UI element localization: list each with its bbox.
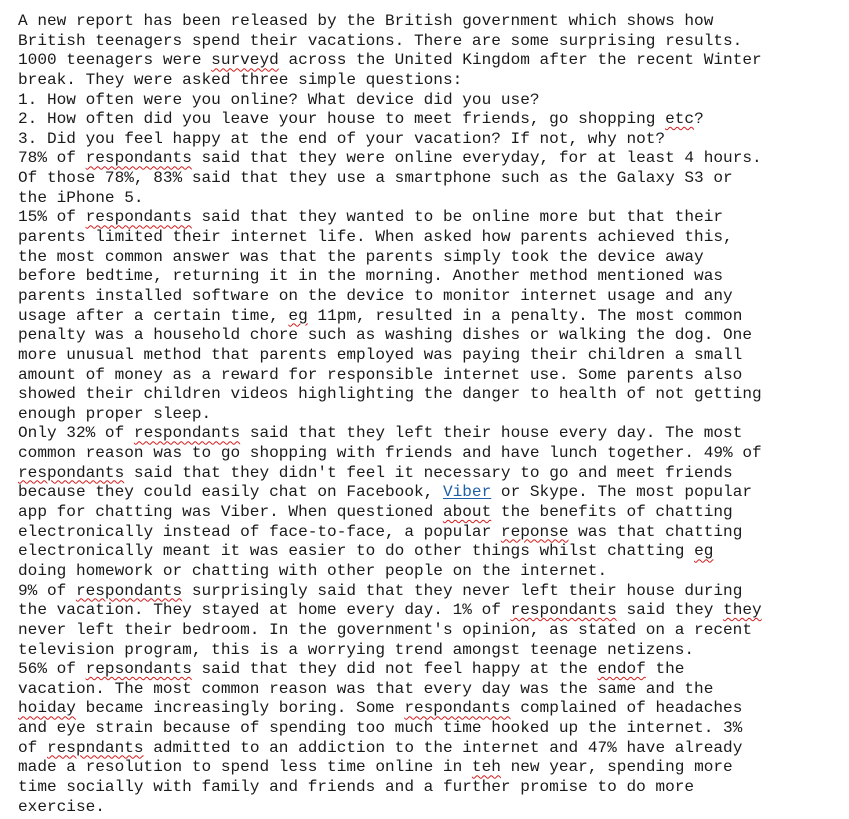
text-run: complained of headaches [510,699,743,718]
text-run: and eye strain because of spending too much time hooked up the internet. 3% [18,719,743,738]
text-line [18,424,849,444]
misspelled-word[interactable]: respondants [404,699,511,718]
text-run: said that they wanted to be online more but that their [191,208,724,227]
text-line [18,719,849,739]
text-line [18,346,849,366]
text-line [18,287,849,307]
text-run: British teenagers spend their vacations. There are some surprising results. [18,31,743,50]
misspelled-word[interactable]: respondants [133,424,241,443]
text-line [18,149,849,169]
text-run: the vacation. They stayed at home every day. 1% of [18,601,511,620]
misspelled-word[interactable]: respondants [18,463,125,482]
text-line [18,483,849,503]
text-line [18,562,849,582]
text-run: became increasingly boring. Some [75,699,405,718]
misspelled-word[interactable]: etc [665,110,695,129]
text-line [18,758,849,778]
misspelled-word[interactable]: respondants [85,208,192,227]
misspelled-word[interactable]: respondants [75,581,183,600]
text-run: before bedtime, returning it in the morning. Another method mentioned was [18,267,724,286]
text-run: said that they didn't feel it necessary to go and meet friends [124,463,733,482]
text-run: said they [616,601,724,620]
text-line [18,71,849,91]
text-line [18,778,849,798]
text-run: A new report has been released by the British government which shows how [18,12,714,30]
text-run: usage after a certain time, [18,306,289,325]
hyperlink[interactable]: Viber [442,483,492,502]
text-line [18,798,849,818]
text-run: penalty was a household chore such as washing dishes or walking the dog. One [18,326,752,345]
text-line [18,739,849,759]
misspelled-word[interactable]: they [723,601,762,620]
text-line [18,582,849,602]
text-line [18,110,849,130]
text-run: because they could easily chat on Facebook, [18,483,443,502]
text-run: of [18,738,47,757]
text-line [18,641,849,661]
misspelled-word[interactable]: about [442,503,492,522]
text-run: said that they left their house every day. The most [240,424,743,443]
text-run: exercise. [18,797,105,816]
text-line [18,385,849,405]
misspelled-word[interactable]: teh [471,758,501,777]
text-line [18,91,849,111]
misspelled-word[interactable]: respondants [510,601,617,620]
text-run: or Skype. The most popular [491,483,753,502]
text-run: new year, spending more [500,758,733,777]
text-run: 9% of [18,581,76,600]
misspelled-word[interactable]: surveyd [211,51,279,70]
text-line [18,542,849,562]
text-run: 1000 teenagers were [18,51,212,70]
text-line [18,523,849,543]
text-run: Of those 78%, 83% said that they use a smartphone such as the Galaxy S3 or [18,169,733,188]
misspelled-word[interactable]: eg [288,306,308,325]
text-run: across the United Kingdom after the recent Winter [278,51,762,70]
text-line [18,621,849,641]
misspelled-word[interactable]: endof [597,660,646,679]
misspelled-word[interactable]: reponse [500,522,569,541]
text-line [18,307,849,327]
text-line [18,405,849,425]
text-run: was that chatting [568,522,743,541]
text-line [18,503,849,523]
text-run: common reason was to go shopping with friends and have lunch together. 49% of [18,444,762,463]
text-line [18,248,849,268]
misspelled-word[interactable]: respondants [85,149,192,168]
text-run: the most common answer was that the parents simply took the device away [18,247,704,266]
text-run: more unusual method that parents employed was paying their children a small [18,345,743,364]
misspelled-word[interactable]: hoiday [18,699,76,718]
text-run: admitted to an addiction to the internet and 47% have already [143,738,743,757]
text-run: amount of money as a reward for responsible internet use. Some parents also [18,365,743,384]
text-line [18,12,849,32]
text-line [18,601,849,621]
text-run: 15% of [18,208,86,227]
text-run: app for chatting was Viber. When questioned [18,503,443,522]
text-line [18,189,849,209]
text-line [18,208,849,228]
text-run: time socially with family and friends and a further promise to do more [18,777,695,796]
text-run: television program, this is a worrying trend amongst teenage netizens. [18,640,695,659]
text-line [18,366,849,386]
text-run: 78% of [18,149,86,168]
text-run: ? [694,110,704,129]
text-run: said that they were online everyday, for at least 4 hours. [191,149,762,168]
text-run: 2. How often did you leave your house to meet friends, go shopping [18,110,666,129]
text-run: showed their children videos highlighting the danger to health of not getting [18,385,762,404]
text-run: parents installed software on the device to monitor internet usage and any [18,286,733,305]
text-run: break. They were asked three simple questions: [18,70,463,89]
text-run: Only 32% of [18,424,134,443]
text-run: electronically meant it was easier to do other things whilst chatting [18,542,695,561]
text-run: 3. Did you feel happy at the end of your vacation? If not, why not? [18,129,666,148]
text-line [18,680,849,700]
document-body[interactable] [18,12,849,817]
text-run: never left their bedroom. In the government's opinion, as stated on a recent [18,620,752,639]
text-run: 1. How often were you online? What device did you use? [18,90,540,109]
text-line [18,51,849,71]
misspelled-word[interactable]: eg [694,542,714,561]
text-line [18,267,849,287]
text-line [18,699,849,719]
misspelled-word[interactable]: respndants [46,738,144,757]
text-line [18,130,849,150]
text-line [18,444,849,464]
text-run: doing homework or chatting with other people on the internet. [18,561,608,580]
text-run: vacation. The most common reason was that every day was the same and the [18,679,714,698]
text-line [18,169,849,189]
text-line [18,326,849,346]
text-run: the iPhone 5. [18,188,144,207]
text-run: 11pm, resulted in a penalty. The most common [307,306,743,325]
text-run: said that they did not feel happy at the [191,660,598,679]
misspelled-word[interactable]: repsondants [85,660,192,679]
text-run: the benefits of chatting [491,503,733,522]
text-run: electronically instead of face-to-face, a popular [18,522,501,541]
text-run: enough proper sleep. [18,404,212,423]
text-run: parents limited their internet life. When asked how parents achieved this, [18,228,733,247]
text-run: 56% of [18,660,86,679]
text-line [18,228,849,248]
text-run: surprisingly said that they never left their house during [182,581,743,600]
text-run: made a resolution to spend less time online in [18,758,472,777]
text-line [18,464,849,484]
text-line [18,32,849,52]
text-run: the [645,660,685,679]
text-line [18,660,849,680]
